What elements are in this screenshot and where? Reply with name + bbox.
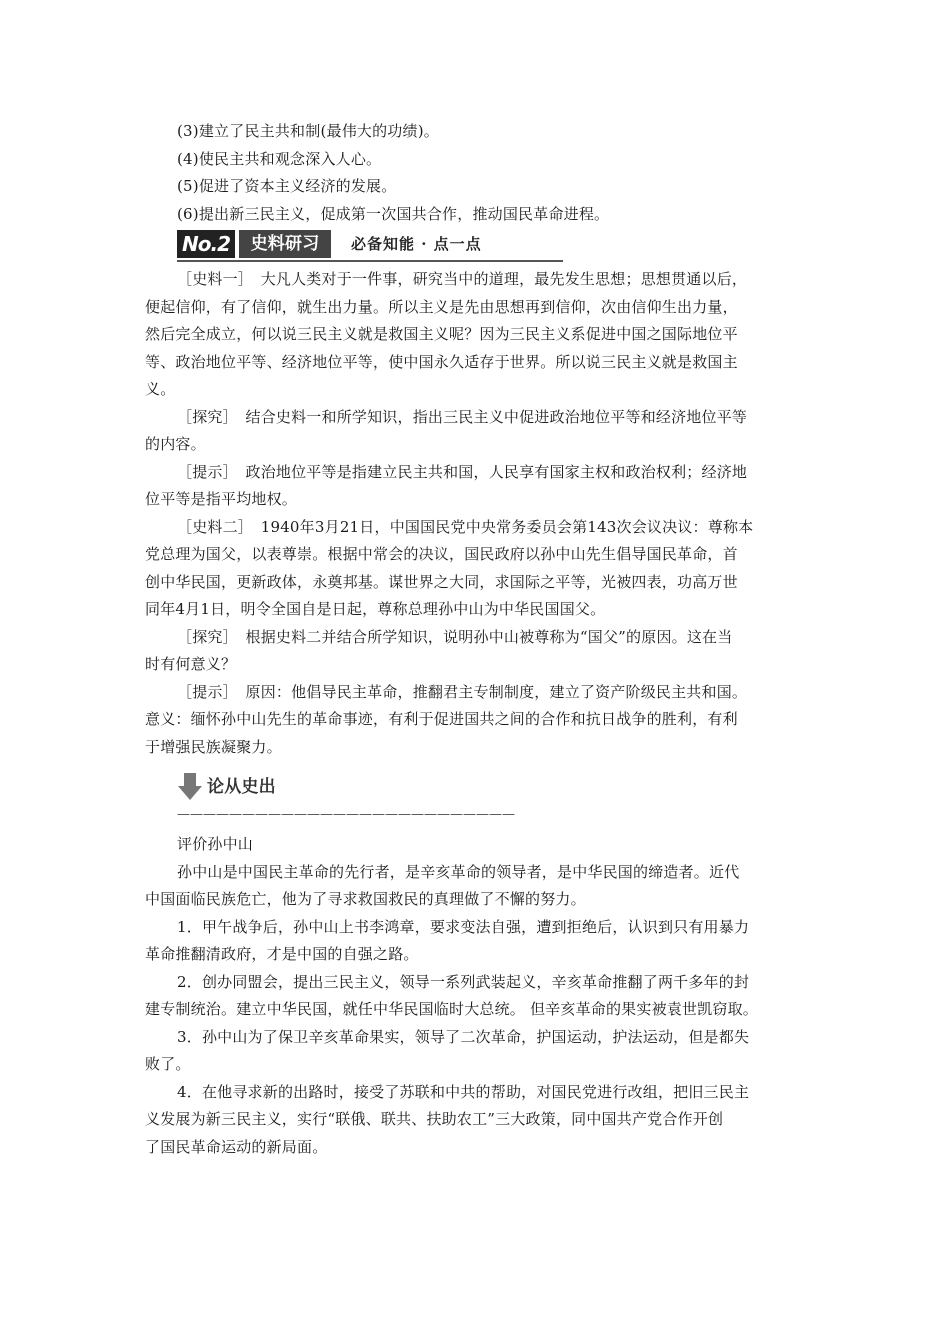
list-item: (5)促进了资本主义经济的发展。 <box>177 177 397 195</box>
hint-block-1 <box>145 459 813 514</box>
text-line: 等、政治地位平等、经济地位平等，使中国永久适存于世界。所以说三民主义就是救国主 <box>145 352 738 371</box>
text-line: 了国民革命运动的新局面。 <box>145 1137 328 1156</box>
text-line: 然后完全成立，何以说三民主义就是救国主义呢？因为三民主义系促进中国之国际地位平 <box>145 325 738 343</box>
achievements-list <box>145 118 813 228</box>
section-subtitle: 必备知能 · 点一点 <box>351 235 482 253</box>
text-line: 2．创办同盟会，提出三民主义，领导一系列武装起义，辛亥革命推翻了两千多年的封 <box>177 972 750 991</box>
text-line: 3．孙中山为了保卫辛亥革命果实，领导了二次革命，护国运动，护法运动，但是都失 <box>177 1027 750 1046</box>
text-line: 4．在他寻求新的出路时，接受了苏联和中共的帮助，对国民党进行改组，把旧三民主 <box>177 1082 750 1101</box>
text-line: 的内容。 <box>145 435 206 453</box>
text-line: 义发展为新三民主义，实行“联俄、联共、扶助农工”三大政策，同中国共产党合作开创 <box>145 1110 724 1128</box>
text-line: ［探究］ 结合史料一和所学知识，指出三民主义中促进政治地位平等和经济地位平等 <box>177 407 748 426</box>
source-block-1 <box>145 266 813 404</box>
list-item: (6)提出新三民主义，促成第一次国共合作，推动国民革命进程。 <box>177 204 610 223</box>
text-line: ［提示］ 政治地位平等是指建立民主共和国，人民享有国家主权和政治权利；经济地 <box>177 462 748 481</box>
down-arrow-icon <box>177 773 203 801</box>
section-banner <box>177 230 563 262</box>
evaluation-section <box>145 831 813 1161</box>
evaluation-point-3 <box>145 1024 813 1079</box>
list-item: (4)使民主共和观念深入人心。 <box>177 149 382 168</box>
text-line: 败了。 <box>145 1055 191 1073</box>
text-line: ［史料二］ 1940年3月21日，中国国民党中央常务委员会第143次会议决议：尊称本 <box>177 517 754 536</box>
source-block-2 <box>145 514 813 624</box>
text-line: ［提示］ 原因：他倡导民主革命，推翻君主专制制度，建立了资产阶级民主共和国。 <box>177 682 748 701</box>
text-line: ［探究］ 根据史料二并结合所学知识，说明孙中山被尊称为“国父”的原因。这在当 <box>177 627 733 646</box>
inquiry-block-2 <box>145 624 813 679</box>
text-line: 中国面临民族危亡，他为了寻求救国救民的真理做了不懈的努力。 <box>145 890 586 908</box>
text-line: 于增强民族凝聚力。 <box>145 737 282 756</box>
text-line: 党总理为国父，以表尊崇。根据中常会的决议，国民政府以孙中山先生倡导国民革命，首 <box>145 545 738 563</box>
text-line: 同年4月1日，明令全国自是日起，尊称总理孙中山为中华民国国父。 <box>145 600 606 618</box>
text-line: 1．甲午战争后，孙中山上书李鸿章，要求变法自强，遭到拒绝后，认识到只有用暴力 <box>177 917 750 936</box>
hint-block-2 <box>145 679 813 762</box>
text-line: 便起信仰，有了信仰，就生出力量。所以主义是先由思想再到信仰，次由信仰生出力量， <box>145 297 738 316</box>
section-title: 史料研习 <box>239 230 331 258</box>
text-line: 时有何意义？ <box>145 655 237 673</box>
text-line: 意义：缅怀孙中山先生的革命事迹，有利于促进国共之间的合作和抗日战争的胜利，有利 <box>145 710 738 728</box>
inquiry-block-1 <box>145 404 813 459</box>
text-line: 义。 <box>145 380 176 398</box>
evaluation-title: 评价孙中山 <box>177 835 254 853</box>
document-content <box>145 118 813 1161</box>
conclusion-header-title: 论从史出 <box>207 777 276 797</box>
text-line: 孙中山是中国民主革命的先行者，是辛亥革命的领导者，是中华民国的缔造者。近代 <box>177 862 740 881</box>
text-line: ［史料一］ 大凡人类对于一件事，研究当中的道理，最先发生思想；思想贯通以后， <box>177 270 748 288</box>
section-number-badge: No.2 <box>177 230 235 258</box>
list-item: (3)建立了民主共和制(最伟大的功绩)。 <box>177 122 439 140</box>
text-line: 创中华民国，更新政体，永奠邦基。谋世界之大同，求国际之平等，光被四表，功高万世 <box>145 572 738 591</box>
text-line: 位平等是指平均地权。 <box>145 490 298 508</box>
text-line: 革命推翻清政府，才是中国的自强之路。 <box>145 945 419 963</box>
conclusion-header <box>177 771 813 805</box>
divider: —————————————————————————— <box>177 807 515 822</box>
evaluation-point-1 <box>145 914 813 969</box>
text-line: 建专制统治。建立中华民国，就任中华民国临时大总统。 但辛亥革命的果实被袁世凯窃取。 <box>145 1000 758 1018</box>
evaluation-point-4 <box>145 1079 813 1162</box>
evaluation-point-2 <box>145 969 813 1024</box>
